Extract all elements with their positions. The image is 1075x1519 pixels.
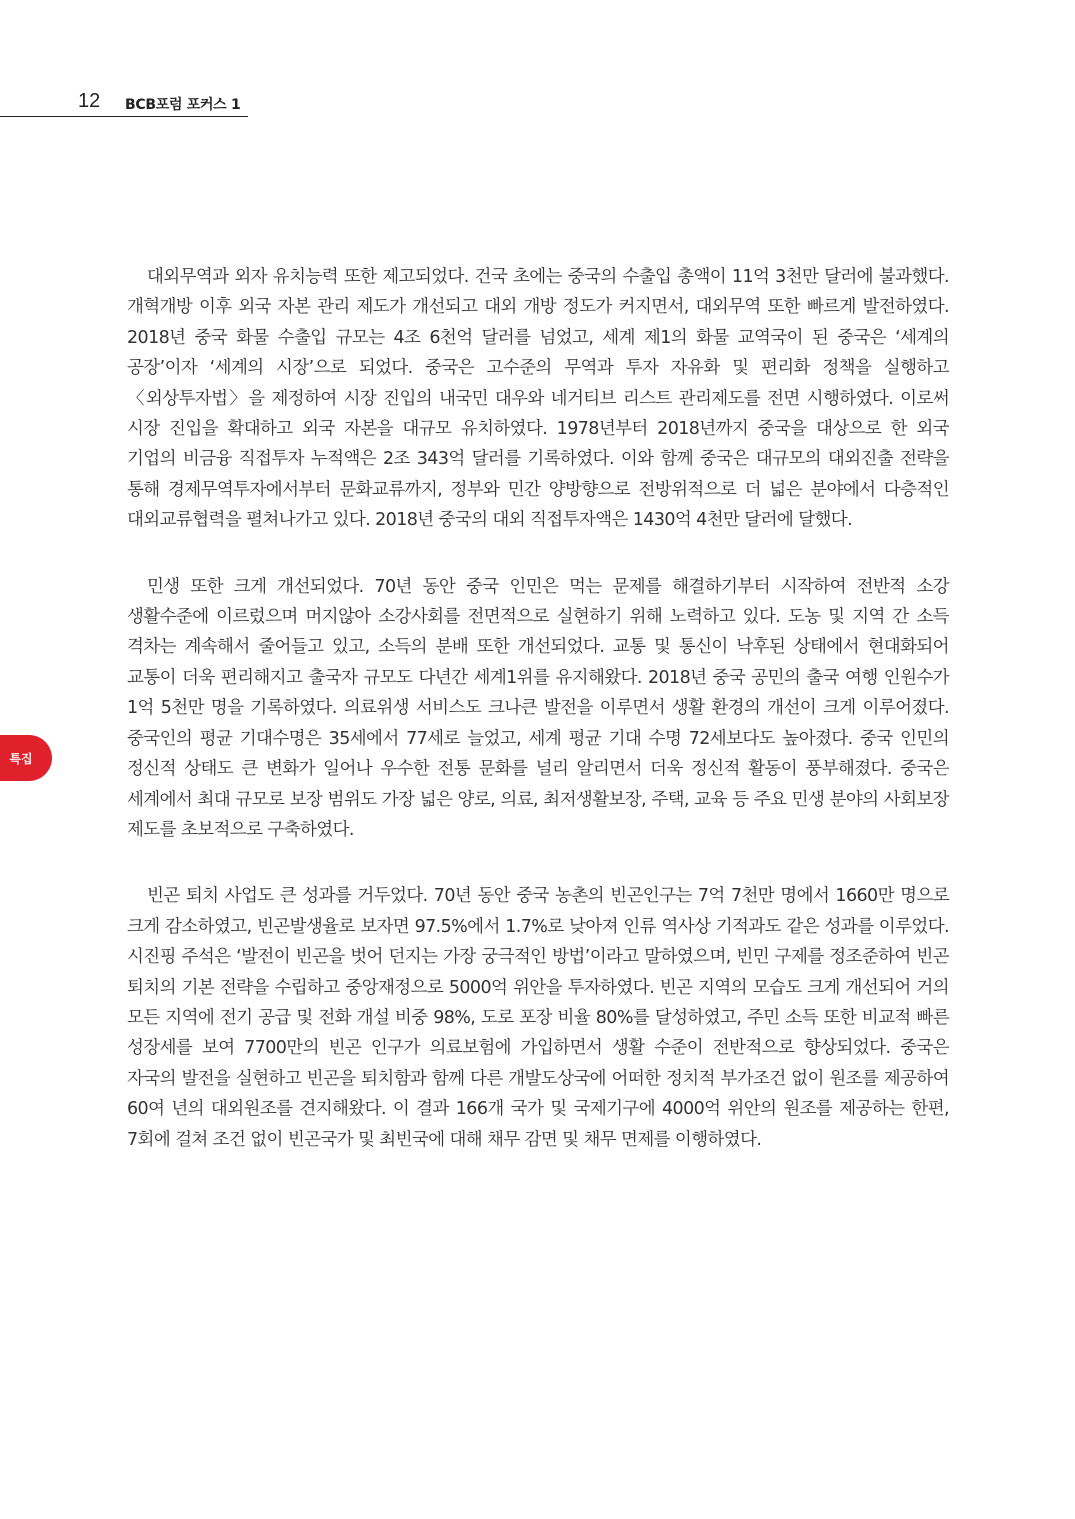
section-tab-label: 특집 <box>9 751 33 766</box>
article-body <box>127 262 949 1155</box>
paragraph-poverty: 빈곤 퇴치 사업도 큰 성과를 거두었다. 70년 동안 중국 농촌의 빈곤인구는 7억 7천만 명에서 1660만 명으로 크게 감소하였고, 빈곤발생율로 보자면 97.5%에서 1.7%로 낮아져 인류 역사상 기적과도 같은 성과를 이루었다. 시진핑 주석은 ‘발전이 빈곤을 벗어 던지는 가장 궁극적인 방법’이라고 말하였으며, 빈민 구제를 정조준하여 빈곤 퇴치의 기본 전략을 수립하고 중앙재정으로 5000억 위안을 투자하였다. 빈곤 지역의 모습도 크게 개선되어 거의 모든 지역에 전기 공급 및 전화 개설 비중 98%, 도로 포장 비율 80%를 달성하였고, 주민 소득 또한 비교적 빠른 성장세를 보여 7700만의 빈곤 인구가 의료보험에 가입하면서 생활 수준이 전반적으로 향상되었다. 중국은 자국의 발전을 실현하고 빈곤을 퇴치함과 함께 다른 개발도상국에 어떠한 정치적 부가조건 없이 원조를 제공하여 60여 년의 대외원조를 견지해왔다. 이 결과 166개 국가 및 국제기구에 4000억 위안의 원조를 제공하는 한편, 7회에 걸쳐 조건 없이 빈곤국가 및 최빈국에 대해 채무 감면 및 채무 면제를 이행하였다. <box>127 886 949 1150</box>
paragraph-trade: 대외무역과 외자 유치능력 또한 제고되었다. 건국 초에는 중국의 수출입 총액이 11억 3천만 달러에 불과했다. 개혁개방 이후 외국 자본 관리 제도가 개선되고 대외 개방 정도가 커지면서, 대외무역 또한 빠르게 발전하였다. 2018년 중국 화물 수출입 규모는 4조 6천억 달러를 넘었고, 세계 제1의 화물 교역국이 된 중국은 ‘세계의 공장’이자 ‘세계의 시장’으로 되었다. 중국은 고수준의 무역과 투자 자유화 및 편리화 정책을 실행하고 〈외상투자법〉을 제정하여 시장 진입의 내국민 대우와 네거티브 리스트 관리제도를 전면 시행하였다. 이로써 시장 진입을 확대하고 외국 자본을 대규모 유치하였다. 1978년부터 2018년까지 중국을 대상으로 한 외국 기업의 비금융 직접투자 누적액은 2조 343억 달러를 기록하였다. 이와 함께 중국은 대규모의 대외진출 전략을 통해 경제무역투자에서부터 문화교류까지, 정부와 민간 양방향으로 전방위적으로 더 넓은 분야에서 다층적인 대외교류협력을 펼쳐나가고 있다. 2018년 중국의 대외 직접투자액은 1430억 4천만 달러에 달했다. <box>127 267 949 531</box>
section-side-tab <box>0 735 52 781</box>
page-number: 12 <box>78 90 101 112</box>
paragraph-livelihood: 민생 또한 크게 개선되었다. 70년 동안 중국 인민은 먹는 문제를 해결하기부터 시작하여 전반적 소강 생활수준에 이르렀으며 머지않아 소강사회를 전면적으로 실현하기 위해 노력하고 있다. 도농 및 지역 간 소득 격차는 계속해서 줄어들고 있고, 소득의 분배 또한 개선되었다. 교통 및 통신이 낙후된 상태에서 현대화되어 교통이 더욱 편리해지고 출국자 규모도 다년간 세계1위를 유지해왔다. 2018년 중국 공민의 출국 여행 인원수가 1억 5천만 명을 기록하였다. 의료위생 서비스도 크나큰 발전을 이루면서 생활 환경의 개선이 크게 이루어졌다. 중국인의 평균 기대수명은 35세에서 77세로 늘었고, 세계 평균 기대 수명 72세보다도 높아졌다. 중국 인민의 정신적 상태도 큰 변화가 일어나 우수한 전통 문화를 널리 알리면서 더욱 정신적 활동이 풍부해졌다. 중국은 세계에서 최대 규모로 보장 범위도 가장 넓은 양로, 의료, 최저생활보장, 주택, 교육 등 주요 민생 분야의 사회보장 제도를 초보적으로 구축하였다. <box>127 576 949 840</box>
running-title: BCB포럼 포커스 1 <box>125 97 241 113</box>
running-header <box>0 88 248 117</box>
